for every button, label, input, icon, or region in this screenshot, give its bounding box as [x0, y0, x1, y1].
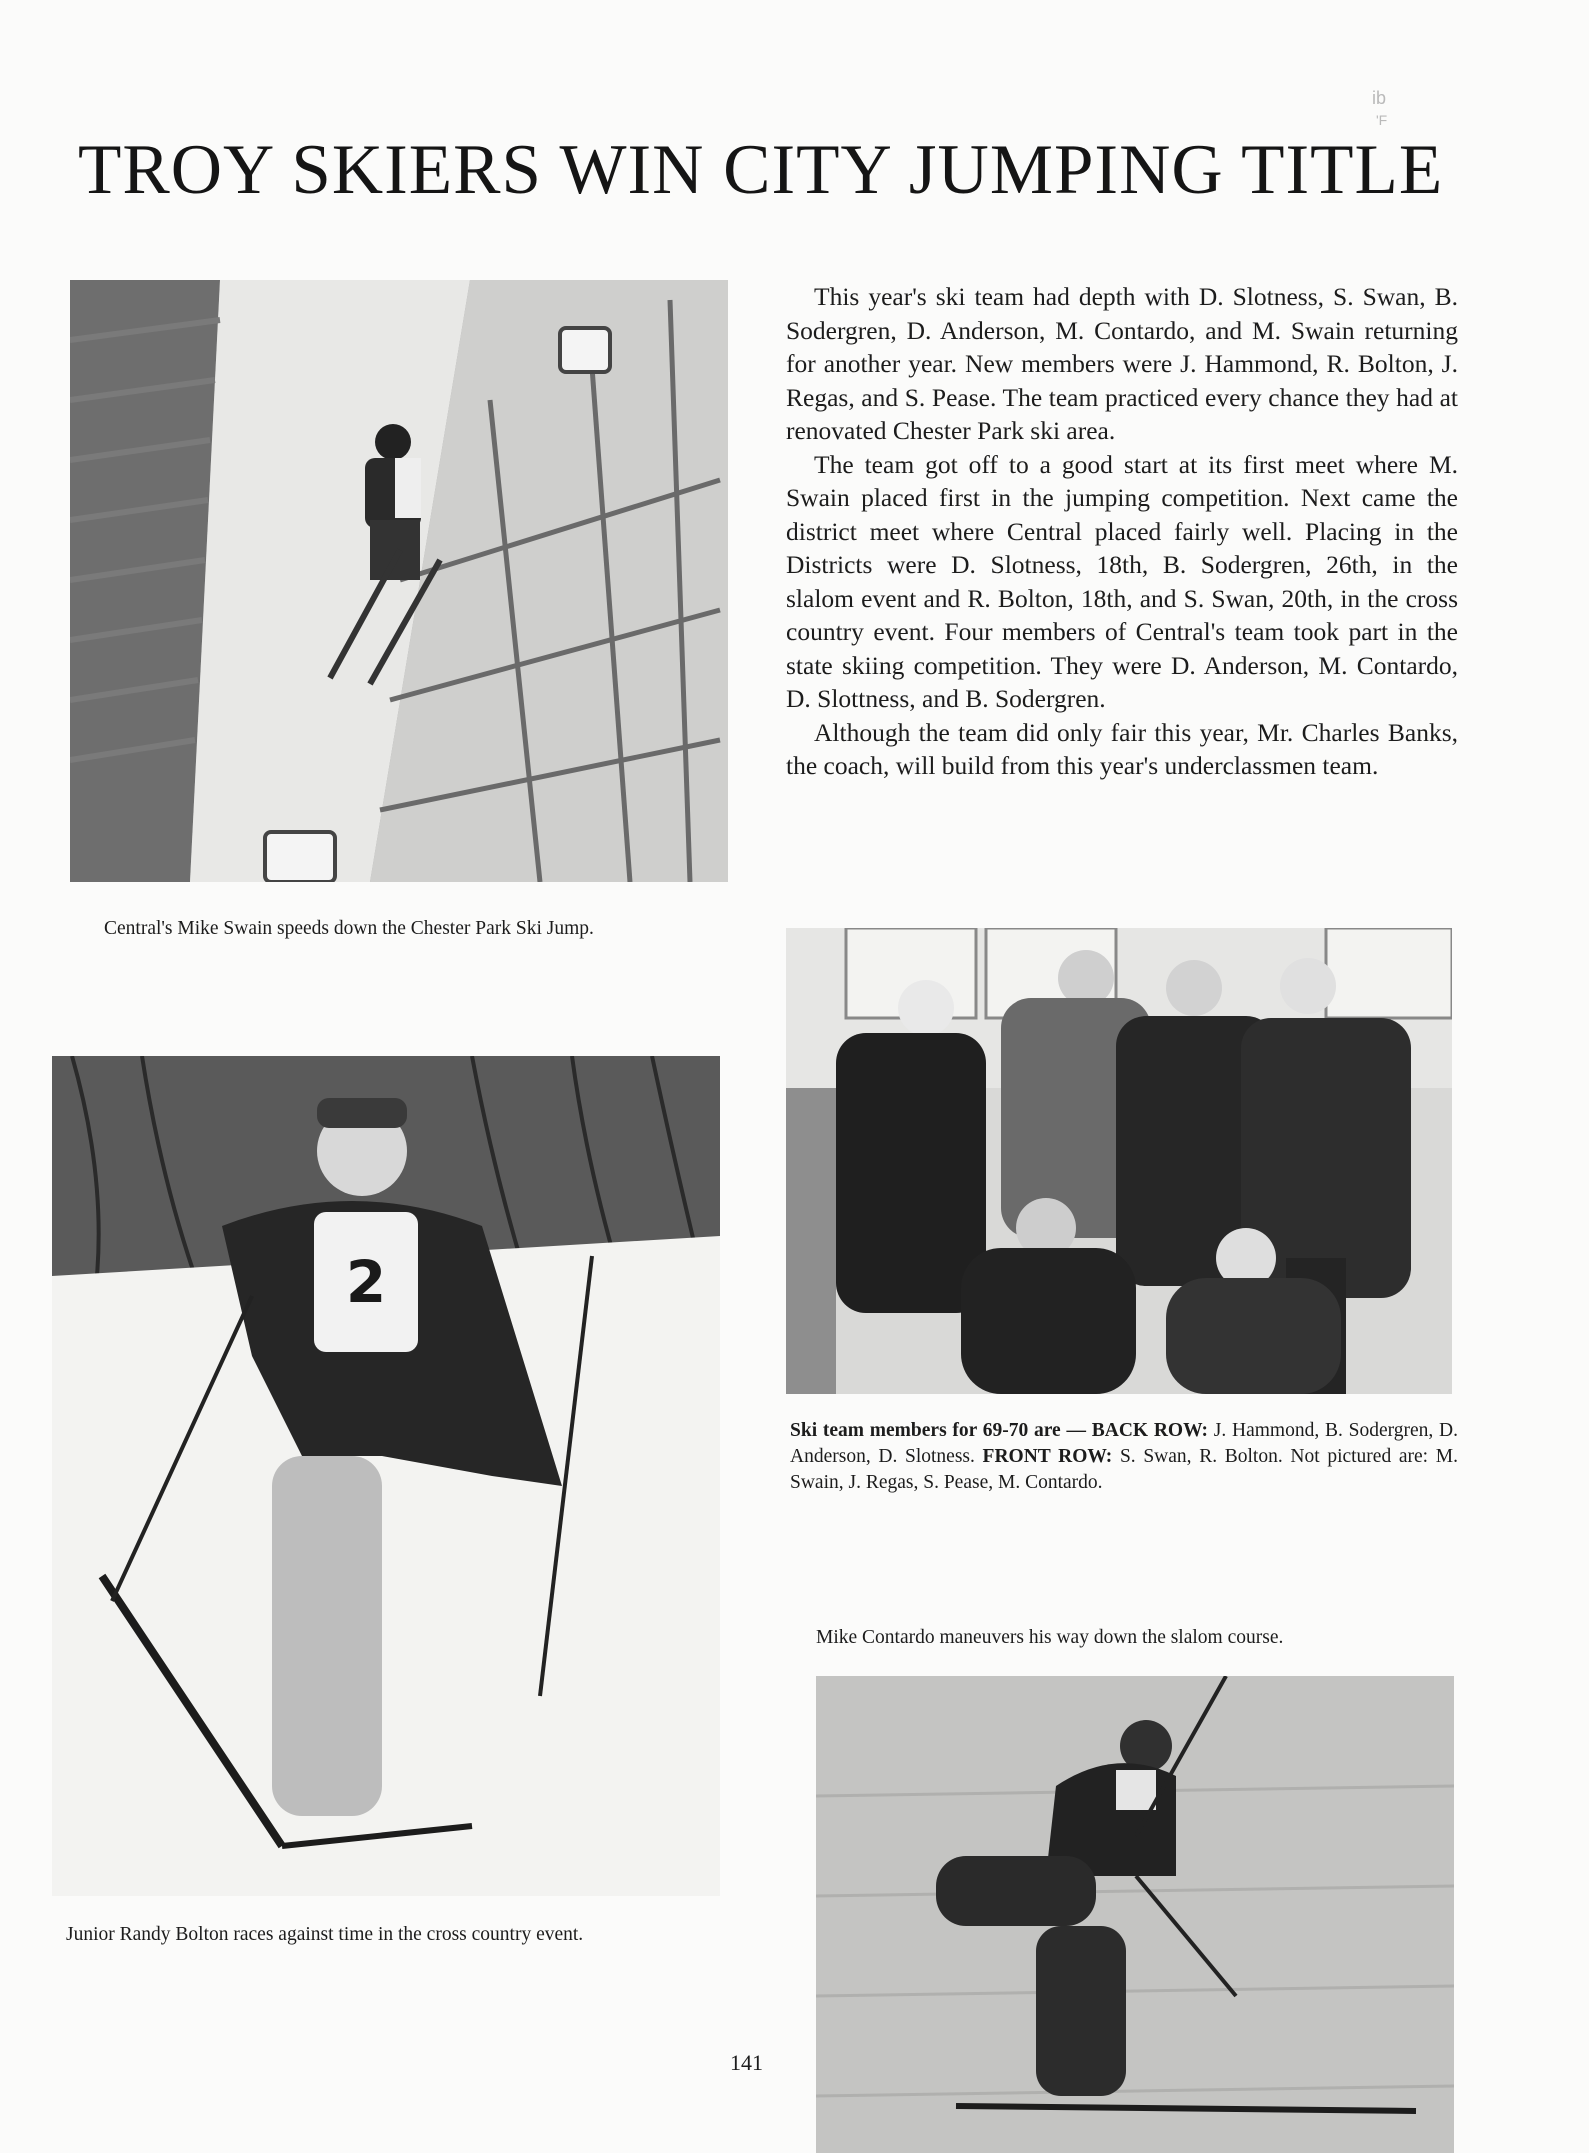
page-title: TROY SKIERS WIN CITY JUMPING TITLE	[78, 131, 1444, 209]
article-body	[786, 280, 1458, 783]
slalom-caption: Mike Contardo maneuvers his way down the slalom course.	[816, 1627, 1284, 1648]
cross-country-photo	[52, 1056, 720, 1896]
front-row-names: S. Swan, R. Bolton. Not pictured are: M. Swain, J. Regas, S. Pease, M. Contardo.	[790, 1446, 1458, 1493]
back-row-label: BACK ROW:	[1091, 1420, 1209, 1441]
bib-number: 2	[345, 1248, 387, 1316]
front-row-label: FRONT ROW:	[982, 1446, 1113, 1467]
ski-jump-caption: Central's Mike Swain speeds down the Chester Park Ski Jump.	[104, 918, 594, 939]
ski-jump-photo	[70, 280, 728, 882]
cross-country-caption: Junior Randy Bolton races against time in the cross country event.	[66, 1924, 584, 1945]
article-paragraph: Although the team did only fair this year, Mr. Charles Banks, the coach, will build from this year's underclassmen team.	[786, 717, 1458, 780]
margin-note: 'F	[1376, 112, 1388, 128]
team-caption	[790, 1418, 1458, 1496]
team-photo	[786, 928, 1452, 1394]
team-caption-lead: Ski team members for 69-70 are —	[790, 1420, 1092, 1441]
article-paragraph: This year's ski team had depth with D. Slotness, S. Swan, B. Sodergren, D. Anderson, M. Contardo, and M. Swain returning for another year. New members were J. Hammond, R. Bolton, J. Regas, and S. Pease. The team practiced every chance they had at renovated Chester Park ski area.	[786, 282, 1458, 445]
slalom-photo	[816, 1676, 1454, 2153]
page-number: 141	[730, 2050, 763, 2075]
article-paragraph: The team got off to a good start at its first meet where M. Swain placed first in the jumping competition. Next came the district meet where Central placed fairly well. Placing in the Districts were D. Slotness, 18th, B. Sodergren, 26th, in the slalom event and R. Bolton, 18th, and S. Swan, 20th, in the cross country event. Four members of Central's team took part in the state skiing competition. They were D. Anderson, M. Contardo, D. Slottness, and B. Sodergren.	[786, 449, 1458, 713]
margin-note: ib	[1372, 88, 1387, 108]
back-row-names: J. Hammond, B. Sodergren, D. Anderson, D. Slotness.	[790, 1420, 1458, 1467]
